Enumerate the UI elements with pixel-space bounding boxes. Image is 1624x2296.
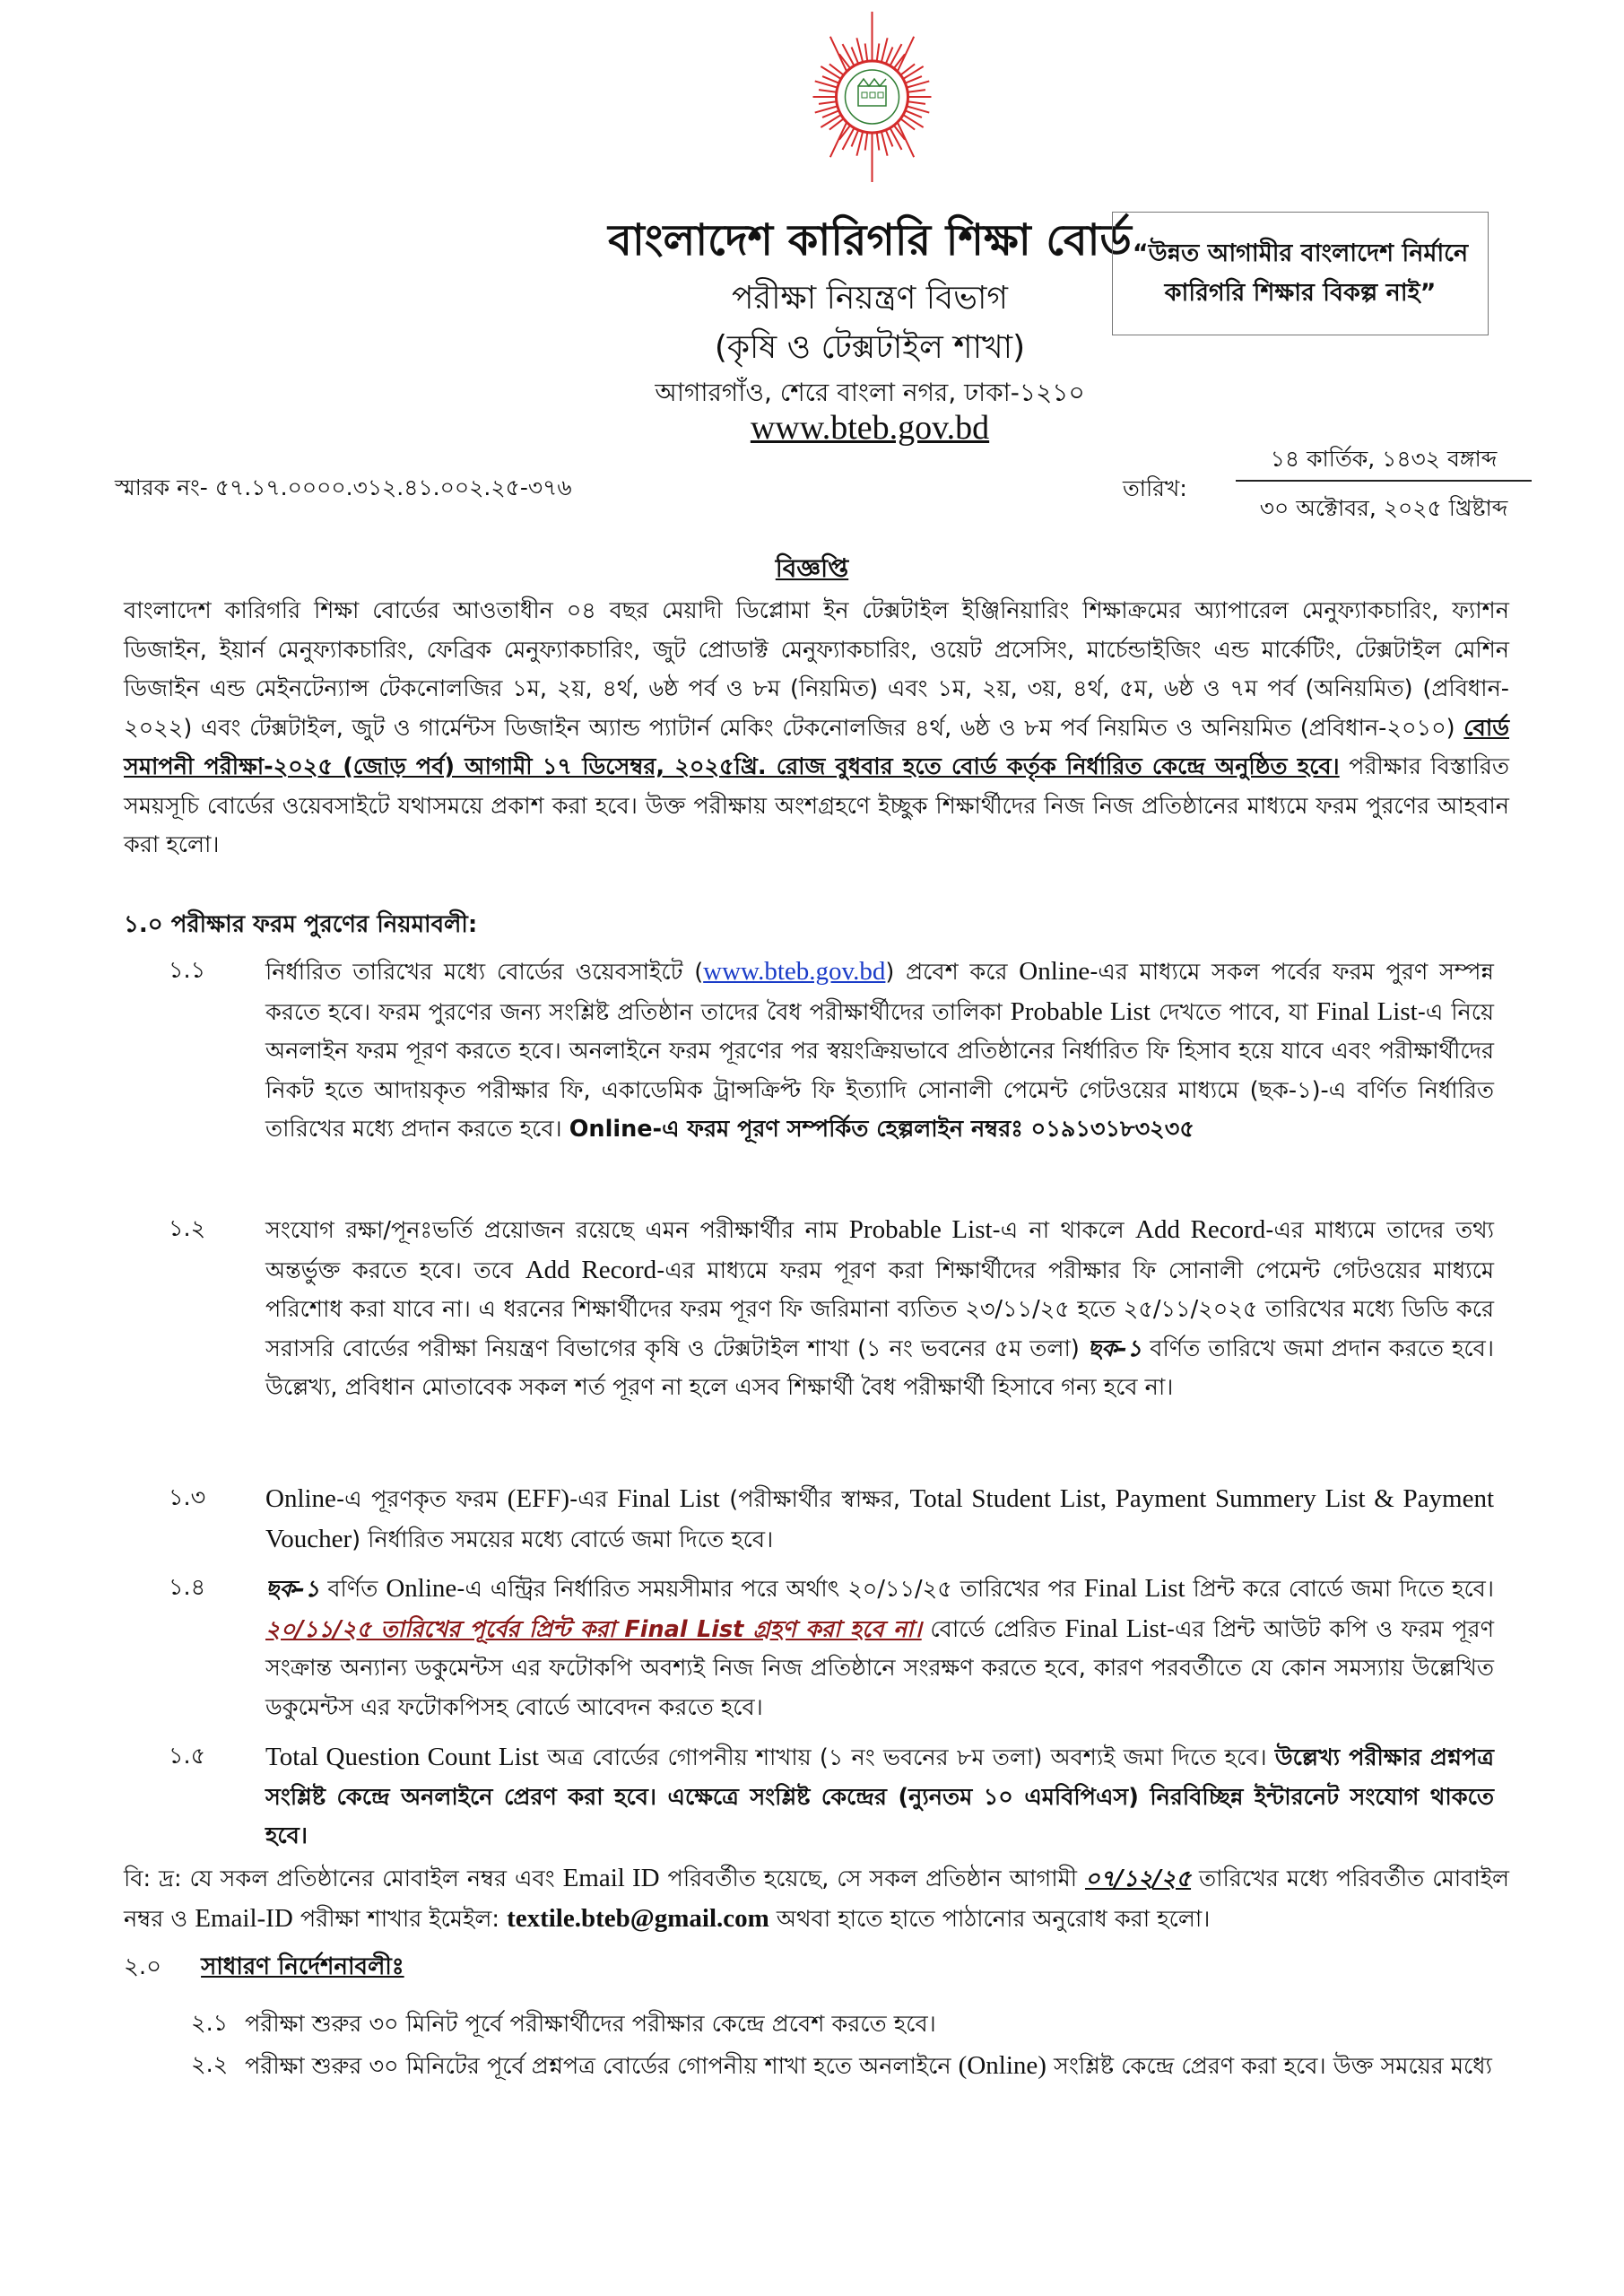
board-title: বাংলাদেশ কারিগরি শিক্ষা বোর্ড <box>608 215 1132 265</box>
text: ) নির্ধারিত সময়ের মধ্যে বোর্ডে জমা দিতে হবে। <box>352 1526 774 1553</box>
logo-ray <box>905 110 921 117</box>
text: বর্ণিত <box>319 1576 386 1603</box>
text: -এর মাধ্যমে সকল পর্বের ফরম পুরণ সম্পন্ন করতে হবে। ফরম পুরণের জন্য সংশ্লিষ্ট প্রতিষ্ঠান তাদের বৈধ পরীক্ষার্থীদের তালিকা <box>265 959 1494 1026</box>
item-text: পরীক্ষা শুরুর ৩০ মিনিট পূর্বে পরীক্ষার্থীদের পরীক্ষার কেন্দ্রে প্রবেশ করতে হবে। <box>245 2011 936 2038</box>
logo-ray <box>908 101 925 104</box>
logo-ray <box>881 38 888 62</box>
text: -এর মাধ্যমে ফরম পূরণ করা শিক্ষার্থীদের পরীক্ষার ফি সোনালী পেমেন্ট গেটওয়ের মাধ্যমে পরিশোধ করা যাবে না। এ ধরনের শিক্ষার্থীদের ফরম পূরণ ফি জরিমানা ব্যতিত ২৩/১১/২৫ হতে ২৫/১১/২০২৫ তারিখের মধ্যে ডিডি করে সরাসরি বোর্ডের পরীক্ষা নিয়ন্ত্রণ বিভাগের কৃষি ও টেক্সটাইল শাখা (১ নং ভবনের ৫ম তলা) <box>265 1257 1494 1362</box>
item-text <box>265 1211 1494 1408</box>
text: -এর <box>569 1486 618 1513</box>
logo-ray <box>822 110 838 117</box>
logo-emblem-icon <box>812 7 933 187</box>
date-label: তারিখ: <box>1123 475 1187 501</box>
text: Total Question Count List <box>265 1743 539 1771</box>
text: Add Record <box>525 1255 657 1284</box>
text: Probable List <box>848 1215 993 1244</box>
text: ছক-১ <box>1087 1335 1142 1362</box>
text: -এর প্রিন্ট আউট কপি ও ফরম পূরণ সংক্রান্ত অন্যান্য ডকুমেন্টস এর ফটোকপি অবশ্যই নিজ নিজ প্রতিষ্ঠানে সংরক্ষণ করতে হবে, কারণ পরবর্তীতে যে কোন সমস্যায় উল্লেখিত ডকুমেন্টস এর ফটোকপিসহ বোর্ডে আবেদন করতে হবে। <box>265 1615 1495 1721</box>
website[interactable] <box>502 408 1238 448</box>
logo-ray <box>905 76 921 83</box>
text: Final List <box>1064 1613 1167 1643</box>
logo-ray <box>881 132 888 156</box>
text: পরীক্ষা শাখার ইমেইল: <box>292 1905 508 1933</box>
helpline: Online-এ ফরম পূরণ সম্পর্কিত হেল্পলাইন নম্বরঃ ০১৯১৩১৮৩২৩৫ <box>569 1116 1194 1143</box>
text: বি: দ্র: যে সকল প্রতিষ্ঠানের মোবাইল নম্বর এবং <box>124 1866 563 1892</box>
date-divider <box>1236 480 1532 482</box>
item-text <box>265 1480 1494 1560</box>
text: বোর্ডে প্রেরিত <box>921 1615 1065 1643</box>
note-paragraph <box>124 1859 1509 1939</box>
text: তারিখের মধ্যে পরিবর্তীত মোবাইল নম্বর ও <box>124 1866 1509 1933</box>
intro-text-2: পরীক্ষার বিস্তারিত সময়সূচি বোর্ডের ওয়েবসাইটে যথাসময়ে প্রকাশ করা হবে। উক্ত পরীক্ষায় অংশগ্রহণে ইচ্ছুক শিক্ষার্থীদের নিজ নিজ প্রতিষ্ঠানের মাধ্যমে ফরম পুরণের আহবান করা হলো। <box>124 753 1509 858</box>
item-number: ২.২ <box>191 2051 229 2078</box>
text: পরিবর্তীত হয়েছে, সে সকল প্রতিষ্ঠান আগামী <box>659 1866 1085 1892</box>
text: Email ID <box>562 1864 660 1892</box>
warning-text: ২০/১১/২৫ তারিখের পূর্বের প্রিন্ট করা Final List গ্রহণ করা হবে না। <box>265 1615 922 1643</box>
text: দেখতে পাবে, যা <box>1150 998 1316 1026</box>
logo-ray <box>865 44 868 62</box>
logo-ray <box>877 44 880 62</box>
slogan-line-1: “উন্নত আগামীর বাংলাদেশ নির্মানে <box>1132 239 1469 267</box>
text: নির্ধারিত তারিখের মধ্যে বোর্ডের ওয়েবসাইটে ( <box>265 959 704 986</box>
text: Final List <box>1083 1574 1185 1603</box>
notice-heading <box>0 549 1624 591</box>
logo-ray <box>819 101 837 104</box>
item-number: ১.৪ <box>169 1574 206 1601</box>
intro-text-1: বাংলাদেশ কারিগরি শিক্ষা বোর্ডের আওতাধীন ০৪ বছর মেয়াদী ডিপ্লোমা ইন টেক্সটাইল ইঞ্জিনিয়ারিং শিক্ষাক্রমের অ্যাপারেল মেনুফ্যাকচারিং, ফ্যাশন ডিজাইন, ইয়ার্ন মেনুফ্যাকচারিং, ফেব্রিক মেনুফ্যাকচারিং, জুট প্রোডাক্ট মেনুফ্যাকচারিং, ওয়েট প্রসেসিং, মার্চেন্ডাইজিং এন্ড মার্কেটিং, টেক্সটাইল মেশিন ডিজাইন এন্ড মেইনটেন্যান্স টেকনোলজির ১ম, ২য়, ৪র্থ, ৬ষ্ঠ পর্ব ও ৮ম (নিয়মিত) এবং ১ম, ২য়, ৩য়, ৪র্থ, ৫ম, ৬ষ্ঠ ও ৭ম পর্ব (অনিয়মিত) (প্রবিধান- ২০২২) এবং টেক্সটাইল, জুট ও গার্মেন্টস ডিজাইন অ্যান্ড প্যাটার্ন মেকিং টেকনোলজির ৪র্থ, ৬ষ্ঠ ও ৮ম পর্ব নিয়মিত ও অনিয়মিত (প্রবিধান-২০১০) <box>124 597 1509 742</box>
logo-ray <box>822 76 838 83</box>
text: Final List <box>617 1484 720 1513</box>
section-title: সাধারণ নির্দেশনাবলীঃ <box>201 1953 404 1980</box>
section-2-heading <box>124 1948 404 1987</box>
text: -এ এন্ট্রির নির্ধারিত সময়সীমার পরে অর্থাৎ ২০/১১/২৫ তারিখের পর <box>456 1576 1084 1603</box>
text: Online <box>265 1484 336 1513</box>
section-1-heading: ১.০ পরীক্ষার ফরম পুরণের নিয়মাবলী: <box>124 911 478 938</box>
text: Final List <box>1316 996 1418 1026</box>
text: (EFF) <box>507 1484 570 1513</box>
logo-ray <box>819 90 837 92</box>
text: সংযোগ রক্ষা/পূনঃভর্তি প্রয়োজন রয়েছে এমন পরীক্ষার্থীর নাম <box>265 1217 849 1244</box>
text: -এ নিয়ে অনলাইন ফরম পূরণ করতে হবে। অনলাইনে ফরম পূরণের পর স্বয়ংক্রিয়ভাবে প্রতিষ্ঠানের নির্ধারিত ফি হিসাব হয়ে যাবে এবং পরীক্ষার্থীদের নিকট হতে আদায়কৃত পরীক্ষার ফি, একাডেমিক ট্রান্সক্রিপ্ট ফি ইত্যাদি সোনালী পেমেন্ট গেটওয়ের মাধ্যমে (ছক-১)-এ বর্ণিত নির্ধারিত তারিখের মধ্যে প্রদান করতে হবে। <box>265 998 1495 1143</box>
item-number: ১.৫ <box>169 1743 206 1770</box>
address: আগারগাঁও, শেরে বাংলা নগর, ঢাকা-১২১০ <box>655 378 1085 407</box>
text: সংশ্লিষ্ট কেন্দ্রে প্রেরণ করা হবে। উক্ত সময়ের মধ্যে <box>1046 2053 1492 2080</box>
text: -এর মাধ্যমে তাদের তথ্য অন্তর্ভুক্ত করতে হবে। তবে <box>265 1217 1494 1284</box>
text: ছক-১ <box>265 1576 320 1603</box>
date-bangla: ১৪ কার্তিক, ১৪৩২ বঙ্গাব্দ <box>1270 446 1498 472</box>
memo-reference: স্মারক নং- ৫৭.১৭.০০০০.৩১২.৪১.০০২.২৫-৩৭৬ <box>115 474 572 500</box>
logo-ray <box>908 90 925 92</box>
section-number: ২.০ <box>124 1953 162 1980</box>
intro-paragraph <box>124 592 1509 865</box>
text: Online <box>1019 957 1090 986</box>
item-text <box>245 2047 1509 2087</box>
item-text <box>265 1738 1494 1857</box>
logo-ray <box>865 133 868 151</box>
text: -এ পূরণকৃত ফরম <box>335 1486 508 1513</box>
text: -এ না থাকলে <box>992 1217 1135 1244</box>
email-link[interactable]: textile.bteb@gmail.com <box>507 1903 769 1933</box>
bteb-logo <box>812 7 933 187</box>
text: Probable List <box>1010 996 1151 1026</box>
logo-ray <box>856 38 863 62</box>
website-link[interactable]: www.bteb.gov.bd <box>703 957 886 986</box>
text: ) প্রবেশ করে <box>885 959 1020 986</box>
text: Add Record <box>1135 1215 1266 1244</box>
text: উল্লেখ্য পরীক্ষার প্রশ্নপত্র সংশ্লিষ্ট কেন্দ্রে অনলাইনে প্রেরণ করা হবে। এক্ষেত্রে সংশ্লিষ্ট কেন্দ্রের (ন্যুনতম ১০ এমবিপিএস) নিরবিচ্ছিন্ন ইন্টারনেট সংযোগ থাকতে হবে। <box>265 1744 1495 1849</box>
item-number: ২.১ <box>191 2010 229 2037</box>
logo-ray <box>856 132 863 156</box>
text: Online <box>386 1574 457 1603</box>
intro-emphasis: বোর্ড সমাপনী পরীক্ষা-২০২৫ (জোড় পর্ব) আগামী ১৭ ডিসেম্বর, ২০২৫খ্রি. রোজ বুধবার হতে বোর্ড কর্তৃক নির্ধারিত কেন্দ্রে অনুষ্ঠিত হবে। <box>124 714 1509 780</box>
text: অত্র বোর্ডের গোপনীয় শাখায় (১ নং ভবনের ৮ম তলা) অবশ্যই জমা দিতে হবে। <box>539 1744 1275 1771</box>
item-number: ১.৩ <box>169 1484 206 1511</box>
item-text <box>265 952 1494 1150</box>
text: প্রিন্ট করে বোর্ডে জমা দিতে হবে। <box>1185 1576 1494 1603</box>
text: (পরীক্ষার্থীর স্বাক্ষর, <box>719 1486 910 1513</box>
date-gregorian: ৩০ অক্টোবর, ২০২৫ খ্রিষ্টাব্দ <box>1259 495 1508 521</box>
item-text <box>265 1570 1494 1727</box>
logo-ray <box>877 133 880 151</box>
text: Total Student List, Payment Summery List & Payment Voucher <box>265 1484 1494 1553</box>
text: বর্ণিত তারিখে জমা প্রদান করতে হবে। উল্লেখ্য, প্রবিধান মোতাবেক সকল শর্ত পূরণ না হলে এসব শিক্ষার্থী বৈধ পরীক্ষার্থী হিসাবে গন্য হবে না। <box>265 1335 1494 1401</box>
text: পরীক্ষা শুরুর ৩০ মিনিটের পূর্বে প্রশ্নপত্র বোর্ডের গোপনীয় শাখা হতে অনলাইনে <box>245 2053 959 2080</box>
branch-name: (কৃষি ও টেক্সটাইল শাখা) <box>714 329 1026 366</box>
item-number: ১.২ <box>169 1215 206 1242</box>
notice-heading-text: বিজ্ঞপ্তি <box>775 553 849 583</box>
website-link[interactable]: www.bteb.gov.bd <box>750 409 990 447</box>
item-number: ১.১ <box>169 957 206 984</box>
deadline-date: ০৭/১২/২৫ <box>1085 1866 1192 1892</box>
slogan-line-2: কারিগরি শিক্ষার বিকল্প নাই” <box>1164 279 1437 307</box>
text: Email-ID <box>195 1903 293 1933</box>
text: (Online) <box>958 2051 1046 2080</box>
text: অথবা হাতে হাতে পাঠানোর অনুরোধ করা হলো। <box>769 1905 1211 1933</box>
department-name: পরীক্ষা নিয়ন্ত্রণ বিভাগ <box>732 280 1008 317</box>
slogan-box <box>1112 212 1489 335</box>
